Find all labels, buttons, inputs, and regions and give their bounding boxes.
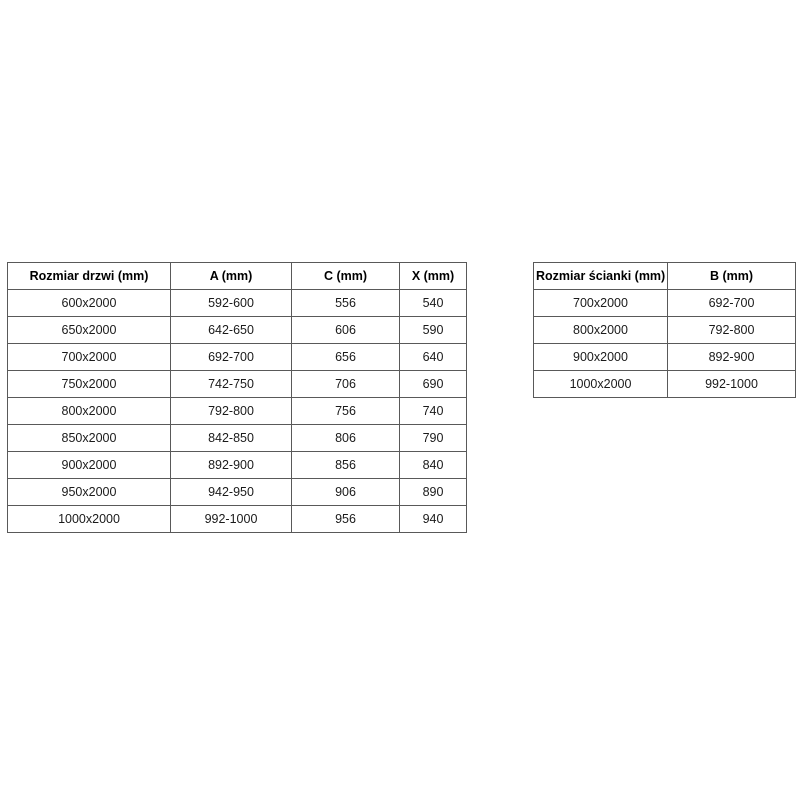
table-cell: 892-900: [668, 344, 796, 371]
table-cell: 556: [292, 290, 400, 317]
table-cell: 790: [400, 425, 467, 452]
table-row: [534, 371, 796, 398]
table-cell: 850x2000: [8, 425, 171, 452]
table-row: [534, 317, 796, 344]
door-table-header-size: Rozmiar drzwi (mm): [8, 263, 171, 290]
table-cell: 950x2000: [8, 479, 171, 506]
wall-table-header-b: B (mm): [668, 263, 796, 290]
table-row: [8, 344, 467, 371]
table-cell: 590: [400, 317, 467, 344]
door-table-header-x: X (mm): [400, 263, 467, 290]
wall-table-header-size: Rozmiar ścianki (mm): [534, 263, 668, 290]
table-cell: 706: [292, 371, 400, 398]
table-cell: 792-800: [668, 317, 796, 344]
table-cell: 650x2000: [8, 317, 171, 344]
table-row: [8, 317, 467, 344]
table-cell: 692-700: [171, 344, 292, 371]
table-cell: 700x2000: [534, 290, 668, 317]
table-cell: 656: [292, 344, 400, 371]
table-row: [8, 290, 467, 317]
table-cell: 756: [292, 398, 400, 425]
table-cell: 640: [400, 344, 467, 371]
wall-sizes-table: [533, 262, 796, 398]
table-row: [8, 371, 467, 398]
table-cell: 800x2000: [534, 317, 668, 344]
table-row: [534, 290, 796, 317]
table-cell: 592-600: [171, 290, 292, 317]
table-cell: 692-700: [668, 290, 796, 317]
table-cell: 1000x2000: [534, 371, 668, 398]
table-cell: 900x2000: [8, 452, 171, 479]
door-table-header-row: [8, 263, 467, 290]
table-cell: 890: [400, 479, 467, 506]
door-sizes-table: [7, 262, 467, 533]
table-cell: 842-850: [171, 425, 292, 452]
table-cell: 750x2000: [8, 371, 171, 398]
table-cell: 892-900: [171, 452, 292, 479]
table-cell: 942-950: [171, 479, 292, 506]
table-row: [8, 425, 467, 452]
table-cell: 540: [400, 290, 467, 317]
table-cell: 856: [292, 452, 400, 479]
table-cell: 900x2000: [534, 344, 668, 371]
table-row: [8, 398, 467, 425]
table-cell: 840: [400, 452, 467, 479]
door-table-header-c: C (mm): [292, 263, 400, 290]
table-cell: 606: [292, 317, 400, 344]
table-cell: 806: [292, 425, 400, 452]
table-cell: 800x2000: [8, 398, 171, 425]
table-cell: 600x2000: [8, 290, 171, 317]
table-row: [8, 452, 467, 479]
table-cell: 742-750: [171, 371, 292, 398]
wall-table-header-row: [534, 263, 796, 290]
table-cell: 700x2000: [8, 344, 171, 371]
table-cell: 906: [292, 479, 400, 506]
table-cell: 792-800: [171, 398, 292, 425]
table-cell: 940: [400, 506, 467, 533]
table-row: [8, 479, 467, 506]
table-row: [8, 506, 467, 533]
door-table-header-a: A (mm): [171, 263, 292, 290]
table-cell: 740: [400, 398, 467, 425]
table-cell: 956: [292, 506, 400, 533]
table-cell: 992-1000: [668, 371, 796, 398]
table-cell: 642-650: [171, 317, 292, 344]
table-cell: 690: [400, 371, 467, 398]
table-cell: 992-1000: [171, 506, 292, 533]
table-cell: 1000x2000: [8, 506, 171, 533]
table-row: [534, 344, 796, 371]
